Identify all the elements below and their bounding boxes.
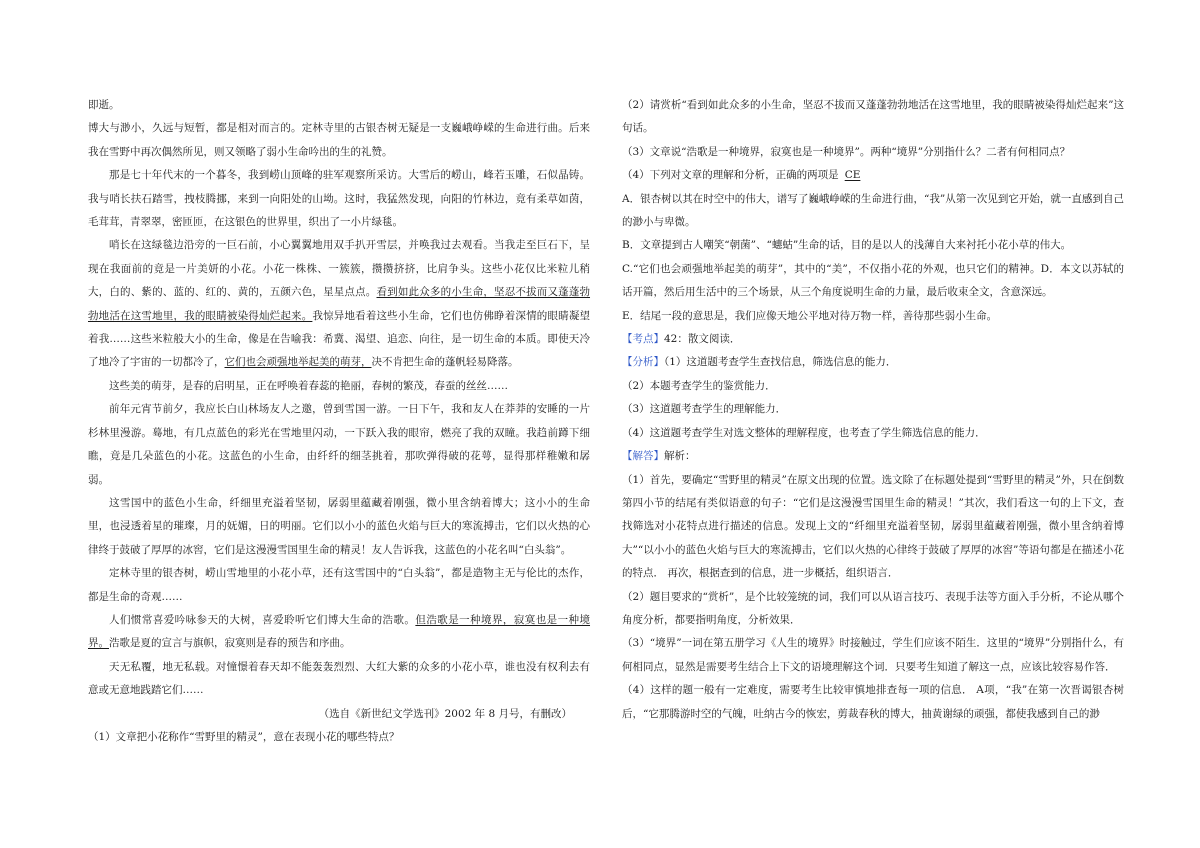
paragraph: 这些美的萌芽，是春的启明星，正在呼唤着春蕊的艳丽，春树的繁茂，春蚕的丝丝…… [109, 379, 508, 392]
underlined-sentence: 但浩歌是一种境界，寂寞也是一种境界。 [88, 613, 591, 650]
option-c-d: C.“它们也会顽强地举起美的萌芽”，其中的“美”，不仅指小花的外观，也只它们的精神。D．本文以苏轼的话开篇，然后用生活中的三个场景，从三个角度说明生命的力量，最后收束全文，含意深远。 [622, 262, 1124, 299]
question-4 [622, 164, 1124, 187]
text-span: 哨长在这绿毯边沿旁的一巨石前，小心翼翼地用双手扒开雪层，并唤我过去观看。当我走至巨石下，呈现在我面前的竟是一片美妍的小花。小花一株株、一簇簇，攒攒挤挤，比肩争头。这些小花仅比米粒儿稍大，白的、紫的、蓝的、红的、黄的，五颜六色，星星点点。 [88, 239, 590, 299]
answer-blank: CE [844, 169, 861, 182]
fenxi-line [622, 351, 1124, 374]
paragraph: 博大与渺小，久远与短暂，都是相对而言的。定林寺里的古银杏树无疑是一支巍峨峥嵘的生命进行曲。后来我在雪野中再次偶然所见，则又领略了弱小生命吟出的生的礼赞。 [88, 122, 590, 158]
fenxi-tag: 【分析】 [622, 356, 664, 369]
question-2: （2）请赏析“看到如此众多的小生命，坚忍不拔而又蓬蓬勃勃地活在这雪地里，我的眼睛被染得灿烂起来”这句话。 [622, 99, 1124, 135]
kaodian-text: 42：散文阅读． [664, 333, 741, 346]
kaodian-line [622, 328, 1124, 351]
paragraph: 那是七十年代末的一个暮冬，我到崂山顶峰的驻军观察所采访。大雪后的崂山，峰若玉雕，石似晶铸。我与哨长扶石踏雪，拽枝腾挪，来到一向阳处的山坳。这时，我猛然发现，向阳的竹林边，竟有柔草如茵，毛茸茸，青翠翠，密匝匝，在这银色的世界里，织出了一小片绿毯。 [88, 169, 590, 229]
left-column [88, 94, 590, 749]
kaodian-tag: 【考点】 [622, 333, 664, 346]
jieda-text: 解析： [664, 450, 696, 463]
paragraph [88, 609, 590, 656]
source-citation: （选自《新世纪文学选刊》2002 年 8 月号，有删改） [318, 707, 572, 720]
option-a: A．银杏树以其在时空中的伟大，谱写了巍峨峥嵘的生命进行曲，“我”从第一次见到它开始，就一直感到自己的渺小与卑微。 [622, 192, 1124, 229]
underlined-sentence: 它们也会顽强地举起美的萌芽， [224, 356, 372, 369]
jieda-line [622, 445, 1124, 468]
underlined-sentence: 看到如此众多的小生命，坚忍不拔而又蓬蓬勃勃地活在这雪地里，我的眼睛被染得灿烂起来。 [88, 286, 591, 322]
answer-paragraph: （2）题目要求的“赏析”，是个比较笼统的词，我们可以从语言技巧、表现手法等方面入手分析，不论从哪个角度分析，都要指明角度，分析效果． [622, 590, 1124, 626]
right-column [622, 94, 1124, 726]
question-4-stem: （4）下列对文章的理解和分析，正确的两项是 [622, 169, 839, 182]
fenxi-text: （1）这道题考查学生查找信息，筛选信息的能力． [664, 356, 897, 369]
paragraph: 天无私覆，地无私载。对憧憬着春天却不能轰轰烈烈、大红大紫的众多的小花小草，谁也没有权利去有意或无意地践踏它们…… [88, 660, 590, 697]
analysis-line: （2）本题考查学生的鉴赏能力． [622, 379, 776, 392]
option-e: E．结尾一段的意思是，我们应像天地公平地对待万物一样，善待那些弱小生命。 [622, 309, 998, 322]
question-3: （3）文章说“浩歌是一种境界，寂寞也是一种境界”。两种“境界”分别指什么？二者有何相同点？ [622, 145, 1071, 158]
text-line: 即逝。 [88, 99, 120, 111]
analysis-line: （3）这道题考查学生的理解能力． [622, 403, 787, 416]
answer-paragraph: （1）首先，要确定“雪野里的精灵”在原文出现的位置。选文除了在标题处提到“雪野里的精灵”外，只在倒数第四小节的结尾有类似语意的句子：“它们是这漫漫雪国里生命的精灵！”其次，我们看这一句的上下文，查找筛选对小花特点进行描述的信息。发现上文的“纤细里充溢着坚韧，孱弱里蕴藏着刚强，微小里含纳着博大”“以小小的蓝色火焰与巨大的寒流搏击，它们以火热的心律终于鼓破了厚厚的冰窖”等语句都是在描述小花的特点． 再次，根据查到的信息，进一步概括，组织语言． [622, 473, 1124, 580]
answer-paragraph: （3）“境界”一词在第五册学习《人生的境界》时接触过，学生们应该不陌生．这里的“境界”分别指什么，有何相同点，显然是需要考生结合上下文的语境理解这个词．只要考生知道了解这一点，应该比较容易作答． [622, 637, 1124, 673]
text-span: 人们惯常喜爱吟咏参天的大树，喜爱聆听它们博大生命的浩歌。 [109, 613, 416, 626]
answer-paragraph: （4）这样的题一般有一定难度，需要考生比较审慎地排查每一项的信息． A项，“我”在第一次晋谒银杏树后，“它那腾游时空的气魄，吐纳古今的恢宏，剪裁春秋的博大，抽黄谢绿的顽强，都使我感到自己的渺 [622, 684, 1124, 720]
paragraph: 这雪国中的蓝色小生命，纤细里充溢着坚韧，孱弱里蕴藏着刚强，微小里含纳着博大；这小小的生命里，也浸透着星的璀璨，月的妩媚，日的明丽。它们以小小的蓝色火焰与巨大的寒流搏击，它们以火热的心律终于鼓破了厚厚的冰窖，它们是这漫漫雪国里生命的精灵！友人告诉我，这蓝色的小花名叫“白头翁”。 [88, 496, 590, 556]
paragraph: 定林寺里的银杏树，崂山雪地里的小花小草，还有这雪国中的“白头翁”，都是造物主无与伦比的杰作，都是生命的奇观…… [88, 567, 590, 603]
analysis-line: （4）这道题考查学生对选文整体的理解程度，也考查了学生筛选信息的能力． [622, 426, 986, 439]
text-span: 浩歌是夏的宣言与旗帜，寂寞则是春的预告和序曲。 [109, 637, 351, 650]
text-span: 我惊异地看着这些小生命，它们也仿佛睁着深情的眼睛凝望着我……这些米粒般大小的生命，像是在告喻我：希冀、渴望、追恋、向往，是一切生命的本质。即使天冷了地冷了宇宙的一切都冷了， [88, 309, 591, 369]
option-b: B．文章提到古人嘲笑“朝菌”、“蟪蛄”生命的话，目的是以人的浅薄自大来衬托小花小草的伟大。 [622, 239, 1072, 252]
jieda-tag: 【解答】 [622, 450, 664, 463]
paragraph [88, 234, 590, 374]
paragraph: 前年元宵节前夕，我应长白山林场友人之邀，曾到雪国一游。一日下午，我和友人在莽莽的安睡的一片杉林里漫游。蓦地，有几点蓝色的彩光在雪地里闪动，一下跃入我的眼帘，燃亮了我的双瞳。我趋前蹲下细瞧，竟是几朵蓝色的小花。这蓝色的小生命，由纤纤的细茎挑着，那吹弹得破的花萼，显得那样稚嫩和孱弱。 [88, 403, 590, 486]
question-1: （1）文章把小花称作“雪野里的精灵”，意在表现小花的哪些特点？ [88, 730, 400, 743]
text-span: 决不肯把生命的蓬帆轻易降落。 [371, 356, 519, 369]
